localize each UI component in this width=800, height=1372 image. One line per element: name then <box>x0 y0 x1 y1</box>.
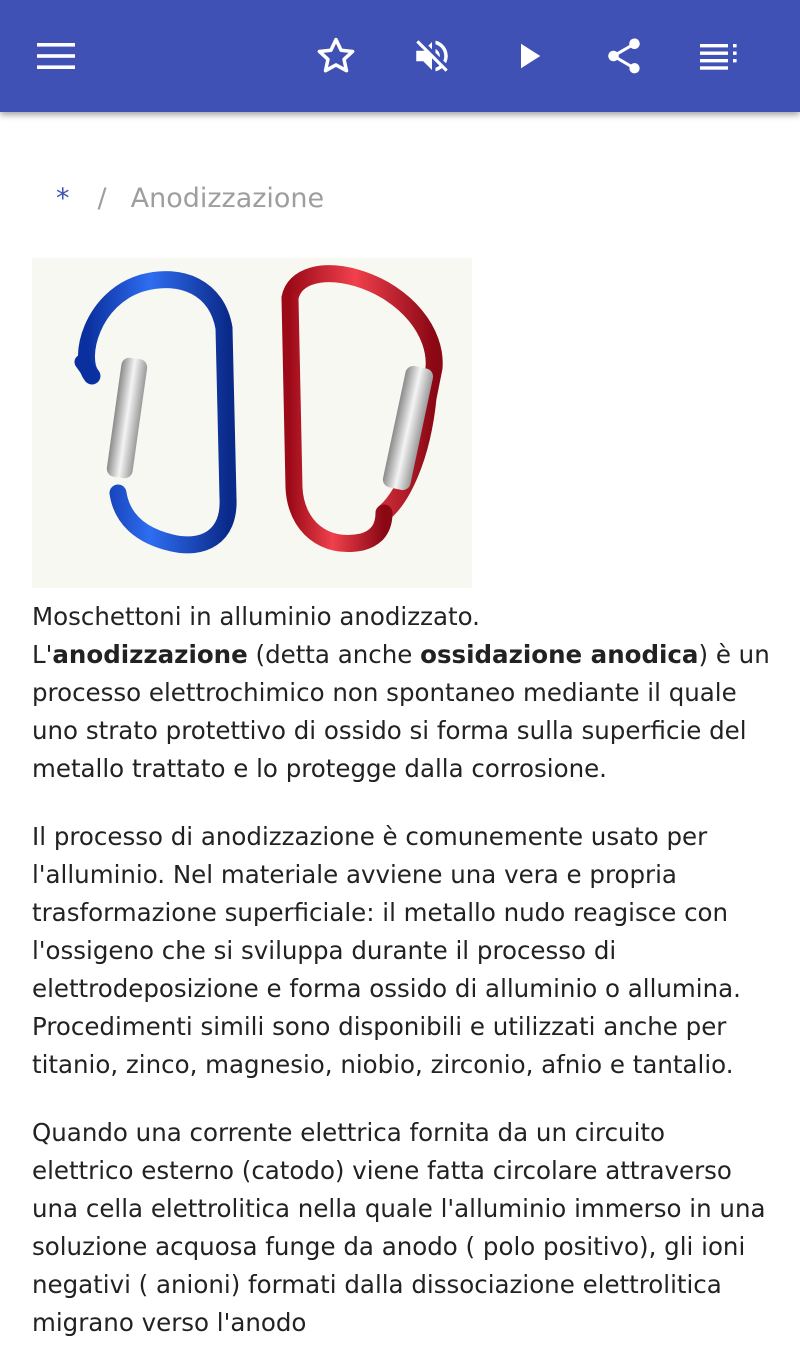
carabiners-illustration <box>32 258 472 588</box>
share-button[interactable] <box>594 26 654 86</box>
volume-off-icon <box>411 35 453 77</box>
share-icon <box>603 35 645 77</box>
image-caption: Moschettoni in alluminio anodizzato. <box>32 602 480 631</box>
play-button[interactable] <box>498 26 558 86</box>
paragraph-current: Quando una corrente elettrica fornita da un circuito elettrico esterno (catodo) viene fatta circolare attraverso una cella elettrolitica nella quale l'alluminio immerso in una soluzione acquosa funge da anodo ( polo positivo), gli ioni negativi ( anioni) formati dalla dissociazione elettrolitica migrano verso l'anodo <box>32 1118 766 1337</box>
app-bar <box>0 0 800 112</box>
intro-middle: (detta anche <box>247 640 421 669</box>
menu-button[interactable] <box>26 26 86 86</box>
contents-button[interactable] <box>690 26 750 86</box>
breadcrumb-home-link[interactable]: * <box>56 182 70 214</box>
play-icon <box>507 35 549 77</box>
breadcrumb <box>56 178 324 218</box>
menu-icon <box>37 42 75 70</box>
term-anodizzazione: anodizzazione <box>52 640 248 669</box>
breadcrumb-current: Anodizzazione <box>130 182 325 214</box>
paragraph-intro <box>32 636 772 788</box>
mute-button[interactable] <box>402 26 462 86</box>
favorite-button[interactable] <box>306 26 366 86</box>
term-ossidazione-anodica: ossidazione anodica <box>420 640 699 669</box>
article-image[interactable] <box>32 258 472 588</box>
intro-rest: ) è un processo elettrochimico non spontaneo mediante il quale uno strato protettivo di ossido si forma sulla superficie del metallo trattato e lo protegge dalla corrosione. <box>32 640 770 783</box>
breadcrumb-separator: / <box>97 182 107 214</box>
star-icon <box>315 35 357 77</box>
playlist-icon <box>700 42 740 70</box>
intro-prefix: L' <box>32 640 53 669</box>
article-content <box>32 598 772 1372</box>
paragraph-process: Il processo di anodizzazione è comunemente usato per l'alluminio. Nel materiale avviene una vera e propria trasformazione superficiale: il metallo nudo reagisce con l'ossigeno che si sviluppa durante il processo di elettrodeposizione e forma ossido di alluminio o allumina. Procedimenti simili sono disponibili e utilizzati anche per titanio, zinco, magnesio, niobio, zirconio, afnio e tantalio. <box>32 822 741 1079</box>
